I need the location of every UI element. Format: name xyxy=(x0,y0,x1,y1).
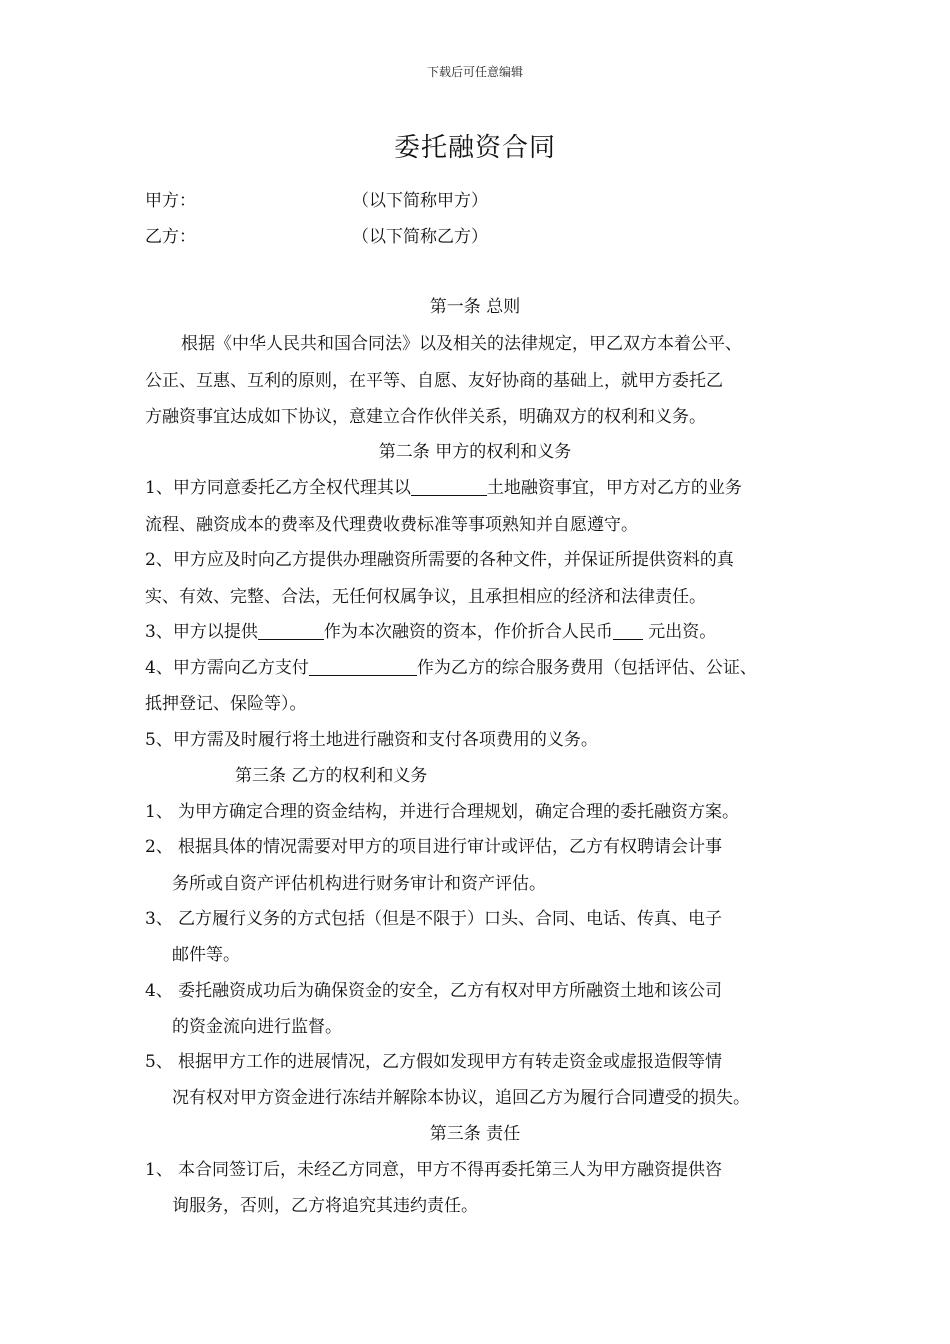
list-item-text: 乙方履行义务的方式包括（但是不限于）口头、合同、电话、传真、电子 xyxy=(178,909,722,929)
list-item-text: 为甲方确定合理的资金结构，并进行合理规划，确定合理的委托融资方案。 xyxy=(178,802,739,822)
item-text: 1、甲方同意委托乙方全权代理其以 xyxy=(145,478,411,498)
article2-item-3 xyxy=(145,621,716,643)
article1-line: 方融资事宜达成如下协议，意建立合作伙伴关系，明确双方的权利和义务。 xyxy=(145,407,706,427)
fill-in-blank[interactable] xyxy=(309,658,417,676)
party-b-note: （以下简称乙方） xyxy=(352,227,488,247)
article2-item-2-cont: 实、有效、完整、合法，无任何权属争议，且承担相应的经济和法律责任。 xyxy=(145,587,706,607)
list-item-number: 5、 xyxy=(145,1052,173,1072)
list-item-text: 询服务，否则，乙方将追究其违约责任。 xyxy=(172,1196,478,1216)
article2-item-5: 5、甲方需及时履行将土地进行融资和支付各项费用的义务。 xyxy=(145,730,598,750)
list-item-text: 务所或自资产评估机构进行财务审计和资产评估。 xyxy=(172,874,546,894)
article1-line: 公正、互惠、互利的原则，在平等、自愿、友好协商的基础上，就甲方委托乙 xyxy=(145,371,723,391)
article2-item-4-cont: 抵押登记、保险等）。 xyxy=(145,694,307,714)
party-a-note: （以下简称甲方） xyxy=(352,191,488,211)
list-item-text: 的资金流向进行监督。 xyxy=(172,1017,342,1037)
article3-heading: 第三条 乙方的权利和义务 xyxy=(235,766,428,786)
list-item-text: 根据甲方工作的进展情况，乙方假如发现甲方有转走资金或虚报造假等情 xyxy=(178,1052,722,1072)
article4-heading: 第三条 责任 xyxy=(429,1124,521,1144)
article2-heading: 第二条 甲方的权利和义务 xyxy=(378,442,572,462)
list-item-number: 1、 xyxy=(145,802,173,822)
list-item-text: 委托融资成功后为确保资金的安全，乙方有权对甲方所融资土地和该公司 xyxy=(178,981,722,1001)
item-text: 作为本次融资的资本，作价折合人民币 xyxy=(323,622,613,642)
fill-in-blank[interactable] xyxy=(258,622,324,640)
item-text: 土地融资事宜，甲方对乙方的业务 xyxy=(486,478,742,498)
article1-heading: 第一条 总则 xyxy=(429,297,521,317)
party-b-label: 乙方： xyxy=(145,227,196,247)
item-text: 4、甲方需向乙方支付 xyxy=(145,658,309,678)
article2-item-1-cont: 流程、融资成本的费率及代理费收费标准等事项熟知并自愿遵守。 xyxy=(145,515,638,535)
item-text: 3、甲方以提供 xyxy=(145,622,258,642)
fill-in-blank[interactable] xyxy=(613,622,643,640)
item-text: 作为乙方的综合服务费用（包括评估、公证、 xyxy=(416,658,757,678)
list-item-number: 1、 xyxy=(145,1160,173,1180)
page-header: 下载后可任意编辑 xyxy=(426,65,523,79)
list-item-text: 邮件等。 xyxy=(172,945,240,965)
article2-item-4 xyxy=(145,657,757,679)
party-a-label: 甲方： xyxy=(145,191,196,211)
list-item-number: 2、 xyxy=(145,837,173,857)
item-text: 元出资。 xyxy=(642,622,717,642)
list-item-text: 根据具体的情况需要对甲方的项目进行审计或评估，乙方有权聘请会计事 xyxy=(178,837,722,857)
list-item-number: 4、 xyxy=(145,981,173,1001)
article1-line: 根据《中华人民共和国合同法》以及相关的法律规定，甲乙双方本着公平、 xyxy=(181,334,742,354)
document-title: 委托融资合同 xyxy=(393,133,556,163)
list-item-number: 3、 xyxy=(145,909,173,929)
list-item-text: 本合同签订后，未经乙方同意，甲方不得再委托第三人为甲方融资提供咨 xyxy=(178,1160,722,1180)
article2-item-1 xyxy=(145,477,742,499)
fill-in-blank[interactable] xyxy=(411,478,487,496)
list-item-text: 况有权对甲方资金进行冻结并解除本协议，追回乙方为履行合同遭受的损失。 xyxy=(172,1088,750,1108)
article2-item-2: 2、甲方应及时向乙方提供办理融资所需要的各种文件，并保证所提供资料的真 xyxy=(145,550,734,570)
